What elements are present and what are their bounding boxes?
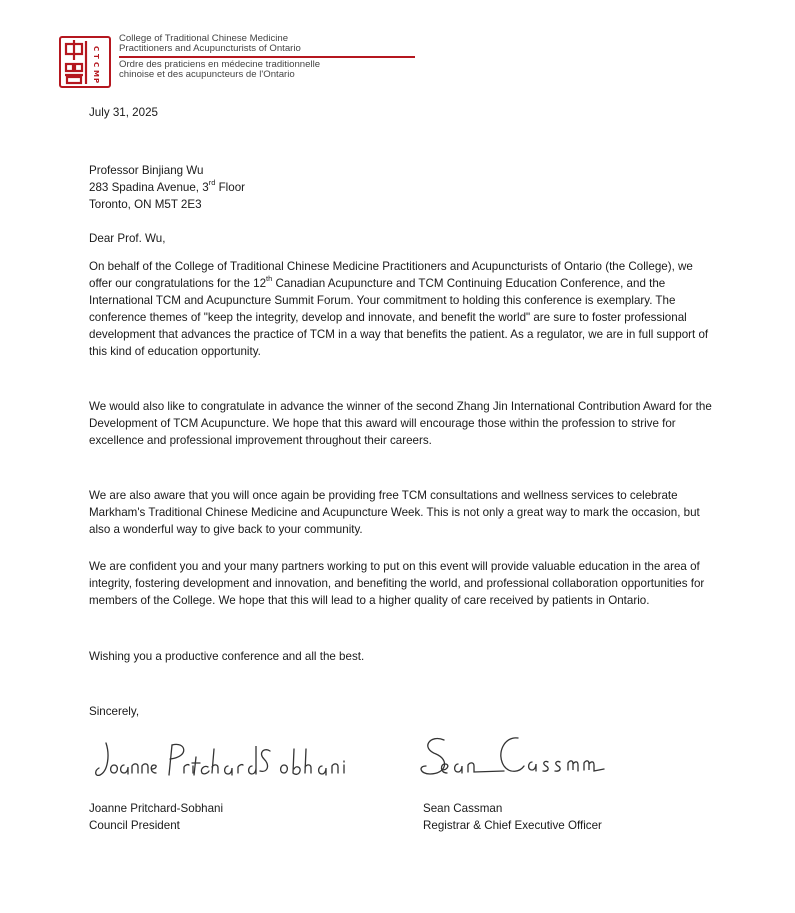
svg-text:T: T <box>92 54 100 59</box>
recipient-name: Professor Binjiang Wu <box>89 164 204 177</box>
salutation: Dear Prof. Wu, <box>89 232 166 245</box>
org-name-en-line1: College of Traditional Chinese Medicine <box>119 33 289 44</box>
closing: Sincerely, <box>89 705 140 718</box>
body-paragraph-5: Wishing you a productive conference and all the best. <box>89 650 365 663</box>
signatory-1-title: Council President <box>89 819 180 832</box>
svg-text:C: C <box>92 46 100 52</box>
svg-text:C: C <box>92 62 100 68</box>
signature-sean <box>418 732 618 784</box>
body-paragraph-3: We are also aware that you will once again be providing free TCM consultations and wellness services to celebrate Markham's Traditional Chinese Medicine and Acupuncture Week. This is not only a great way to mark the occasion, but also a wonderful way to give back to your community. <box>89 489 700 536</box>
body-paragraph-4: We are confident you and your many partners working to put on this event will provide valuable education in the area of integrity, fostering development and innovation, and benefiting the world, and professional collaboration opportunities for members of the College. We hope that this will lead to a higher quality of care received by patients in Ontario. <box>89 560 705 607</box>
org-name-fr <box>119 60 320 80</box>
letterhead <box>59 34 359 94</box>
org-name-en-line2: Practitioners and Acupuncturists of Ontario <box>119 43 301 55</box>
letterhead-rule <box>119 56 415 58</box>
recipient-address-line2: Toronto, ON M5T 2E3 <box>89 198 202 211</box>
body-paragraph-2: We would also like to congratulate in advance the winner of the second Zhang Jin International Contribution Award for the Development of TCM Acupuncture. We hope that this award will encourage those within the profession to strive for excellence and professional improvement throughout their careers. <box>89 400 712 447</box>
svg-text:M: M <box>92 70 100 77</box>
letter-date: July 31, 2025 <box>89 106 158 119</box>
signatory-2-title: Registrar & Chief Executive Officer <box>423 819 602 832</box>
body-paragraph-1: On behalf of the College of Traditional Chinese Medicine Practitioners and Acupuncturists of Ontario (the College), we offer our congratulations for the 12th Canadian Acupuncture and TCM Continuing Education Conference, and the International TCM and Acupuncture Summit Forum. Your commitment to holding this conference is exemplary. The conference themes of "keep the integrity, develop and innovate, and benefit the world" are sure to foster professional development that advances the practice of TCM in a way that benefits the patient. As a regulator, we are in full support of this kind of education opportunity. <box>89 260 709 358</box>
ctcmpao-seal-icon <box>59 36 111 88</box>
org-name-en <box>119 34 301 54</box>
org-name-fr-line1: Ordre des praticiens en médecine traditionnelle <box>119 59 321 70</box>
signatory-2-name: Sean Cassman <box>423 802 503 815</box>
svg-text:P: P <box>92 78 100 84</box>
signature-joanne <box>92 735 362 785</box>
signatory-2 <box>423 800 602 834</box>
signatory-1 <box>89 800 223 834</box>
org-name-fr-line2: chinoise et des acupuncteurs de l'Ontario <box>119 69 295 81</box>
recipient-address-line1: 283 Spadina Avenue, 3rd Floor <box>89 178 246 194</box>
recipient-block <box>89 162 719 213</box>
signatory-1-name: Joanne Pritchard-Sobhani <box>89 802 224 815</box>
